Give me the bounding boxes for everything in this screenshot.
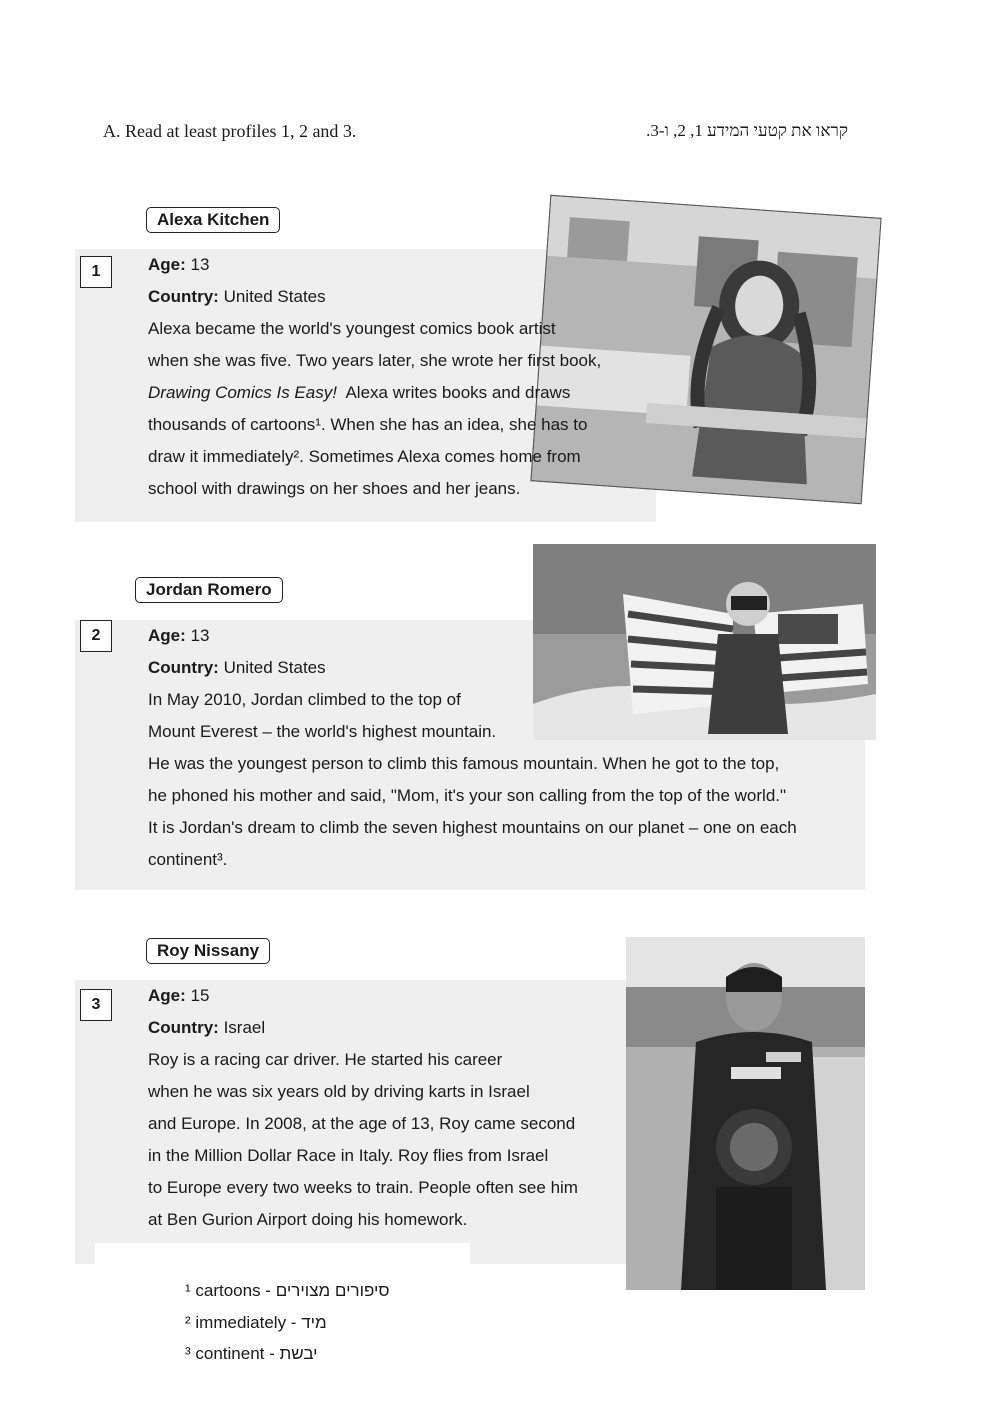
panel-notch [95,1243,470,1265]
profile-2-text [148,620,797,876]
profile-2-number: 2 [80,620,112,652]
profile-3-line: when he was six years old by driving karts in Israel [148,1082,530,1101]
profile-2-line: he phoned his mother and said, "Mom, it's your son calling from the top of the world." [148,786,787,805]
age-label: Age: [148,626,186,645]
age-label: Age: [148,986,186,1005]
country-label: Country: [148,658,219,677]
country-value: Israel [223,1018,266,1037]
footnote-2: ² immediately - מיד [185,1313,327,1332]
book-title: Drawing Comics Is Easy! [148,383,337,402]
profile-2-line: continent³. [148,850,228,869]
profile-3-country-row [148,1012,578,1044]
country-value: United States [223,287,326,306]
profile-3-name: Roy Nissany [146,938,270,964]
profile-2-line: He was the youngest person to climb this famous mountain. When he got to the top, [148,754,780,773]
profile-3-line: in the Million Dollar Race in Italy. Roy flies from Israel [148,1146,549,1165]
age-value: 13 [190,626,210,645]
profile-3-number: 3 [80,989,112,1021]
profile-3-line: Roy is a racing car driver. He started his career [148,1050,503,1069]
profile-2-line: In May 2010, Jordan climbed to the top of [148,690,461,709]
profile-2-line: Mount Everest – the world's highest mountain. [148,722,497,741]
profile-1-text [148,249,601,505]
profile-3-text [148,980,578,1236]
age-label: Age: [148,255,186,274]
profile-1-line: school with drawings on her shoes and her jeans. [148,479,521,498]
profile-2-age-row [148,620,797,652]
profile-2-line: It is Jordan's dream to climb the seven highest mountains on our planet – one on each [148,818,797,837]
footnote-1: ¹ cartoons - סיפורים מצוירים [185,1281,390,1300]
profile-1-line: Alexa writes books and draws [345,383,571,402]
profile-3-photo [626,937,865,1290]
country-value: United States [223,658,326,677]
profile-1-name: Alexa Kitchen [146,207,280,233]
footnote-3: ³ continent - יבשת [185,1344,318,1363]
profile-3-line: at Ben Gurion Airport doing his homework. [148,1210,468,1229]
instruction-hebrew: קראו את קטעי המידע 1, 2, ו-3. [646,121,848,140]
profile-1-age-row [148,249,601,281]
country-label: Country: [148,1018,219,1037]
profile-1-number: 1 [80,256,112,288]
profile-1-line-with-title [148,377,601,409]
age-value: 15 [190,986,210,1005]
profile-3-line: to Europe every two weeks to train. People often see him [148,1178,578,1197]
profile-3-age-row [148,980,578,1012]
profile-1-country-row [148,281,601,313]
profile-1-line: Alexa became the world's youngest comics book artist [148,319,556,338]
country-label: Country: [148,287,219,306]
profile-2-country-row [148,652,797,684]
instruction-english: A. Read at least profiles 1, 2 and 3. [103,121,357,141]
profile-1-line: when she was five. Two years later, she wrote her first book, [148,351,602,370]
age-value: 13 [190,255,210,274]
profile-1-line: draw it immediately². Sometimes Alexa comes home from [148,447,581,466]
profile-3-line: and Europe. In 2008, at the age of 13, Roy came second [148,1114,576,1133]
profile-2-name: Jordan Romero [135,577,283,603]
profile-1-line: thousands of cartoons¹. When she has an idea, she has to [148,415,588,434]
